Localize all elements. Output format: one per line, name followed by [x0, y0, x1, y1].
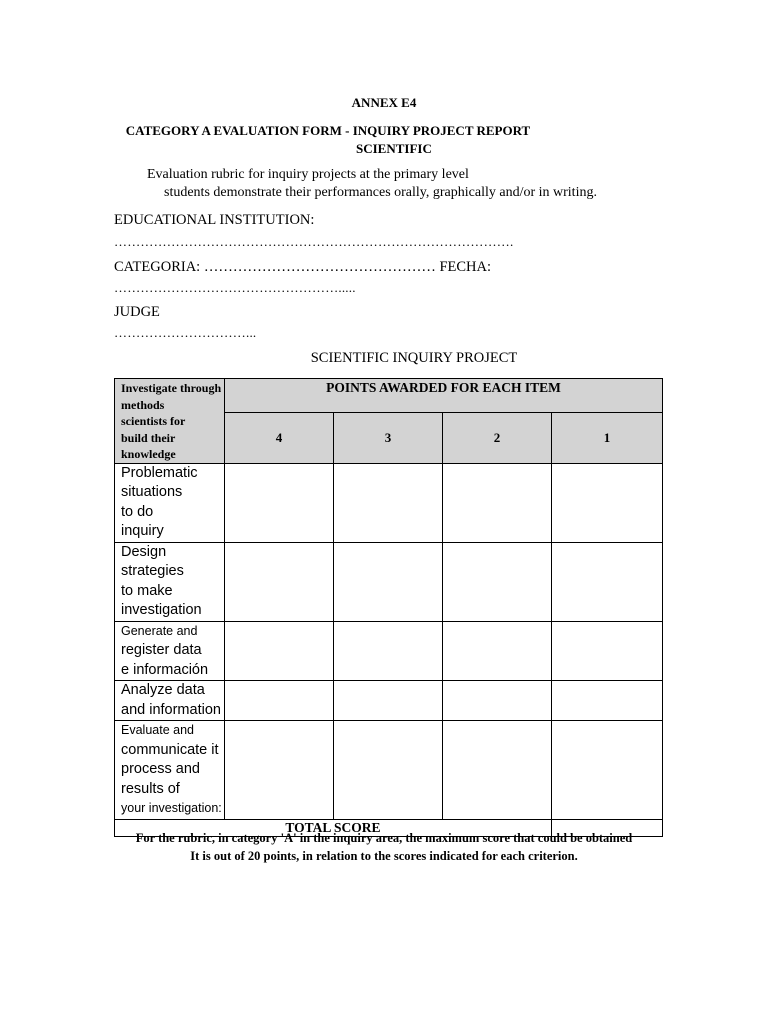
score-cell[interactable]	[443, 542, 552, 621]
score-cell[interactable]	[334, 621, 443, 681]
note-line2: It is out of 20 points, in relation to the scores indicated for each criterion.	[190, 849, 578, 863]
intro-line2: students demonstrate their performances orally, graphically and/or in writing.	[164, 185, 597, 200]
criterion-problematic-situations: Problematic situations to do inquiry	[115, 463, 225, 542]
institution-field[interactable]: ……………………………………………………………………………….	[114, 234, 514, 249]
intro-line1: Evaluation rubric for inquiry projects at the primary level	[147, 167, 469, 182]
score-cell[interactable]	[443, 463, 552, 542]
table-row	[115, 681, 663, 721]
criterion-evaluate-communicate: Evaluate and communicate it process and results of your investigation:	[115, 721, 225, 820]
score-cell[interactable]	[443, 621, 552, 681]
points-column-4: 4	[225, 412, 334, 463]
points-header: POINTS AWARDED FOR EACH ITEM	[225, 379, 663, 413]
score-cell[interactable]	[225, 721, 334, 820]
score-cell[interactable]	[552, 681, 663, 721]
evaluation-rubric-table	[114, 378, 663, 837]
score-cell[interactable]	[552, 721, 663, 820]
form-title-line2: SCIENTIFIC	[356, 141, 432, 156]
categoria-fecha-line[interactable]: CATEGORIA: ………………………………………… FECHA:	[114, 259, 492, 275]
institution-label: EDUCATIONAL INSTITUTION:	[114, 212, 315, 228]
annex-label: ANNEX E4	[351, 95, 417, 110]
criterion-design-strategies: Design strategies to make investigation	[115, 542, 225, 621]
score-cell[interactable]	[225, 621, 334, 681]
judge-field[interactable]: …………………………...	[114, 325, 257, 340]
score-cell[interactable]	[334, 542, 443, 621]
total-score-label: TOTAL SCORE	[115, 819, 552, 836]
criterion-generate-data: Generate and register data e información	[115, 621, 225, 681]
judge-label: JUDGE	[114, 304, 160, 320]
score-cell[interactable]	[552, 621, 663, 681]
criterion-analyze-data: Analyze data and information	[115, 681, 225, 721]
score-cell[interactable]	[334, 681, 443, 721]
points-column-2: 2	[443, 412, 552, 463]
note-line1: For the rubric, in category 'A' in the inquiry area, the maximum score that could be obtained	[135, 831, 633, 845]
score-cell[interactable]	[552, 463, 663, 542]
score-cell[interactable]	[443, 681, 552, 721]
score-cell[interactable]	[334, 463, 443, 542]
score-cell[interactable]	[552, 542, 663, 621]
table-row	[115, 542, 663, 621]
criteria-header: Investigate through methods scientists for build their knowledge	[115, 379, 225, 464]
score-cell[interactable]	[225, 681, 334, 721]
table-row	[115, 463, 663, 542]
score-cell[interactable]	[225, 463, 334, 542]
score-cell[interactable]	[334, 721, 443, 820]
fecha-field[interactable]: …………………………………………….....	[114, 280, 356, 295]
table-row	[115, 621, 663, 681]
score-cell[interactable]	[225, 542, 334, 621]
table-row	[115, 721, 663, 820]
points-column-1: 1	[552, 412, 663, 463]
score-cell[interactable]	[443, 721, 552, 820]
form-title-line1: CATEGORY A EVALUATION FORM - INQUIRY PROJECT REPORT	[125, 123, 531, 138]
table-subtitle: SCIENTIFIC INQUIRY PROJECT	[310, 350, 518, 366]
points-column-3: 3	[334, 412, 443, 463]
